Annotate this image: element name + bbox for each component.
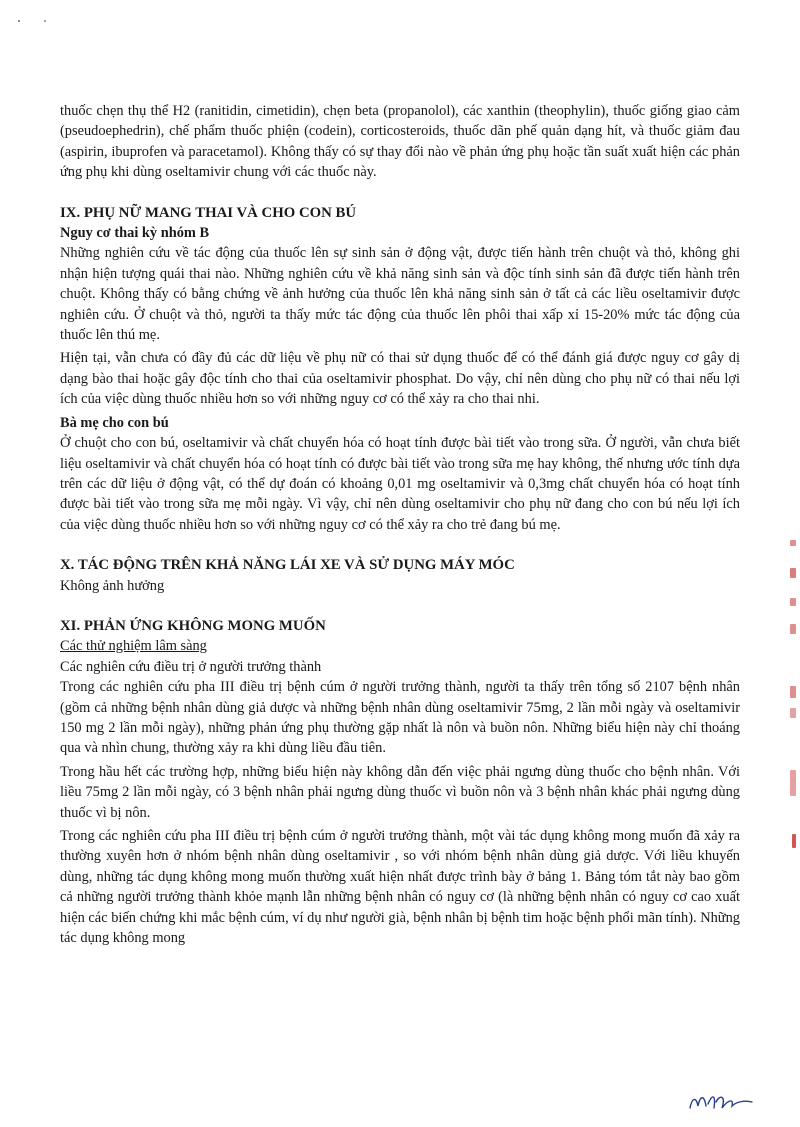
section-ix-title: IX. PHỤ NỮ MANG THAI VÀ CHO CON BÚ — [60, 204, 357, 221]
section-x-title: X. TÁC ĐỘNG TRÊN KHẢ NĂNG LÁI XE VÀ SỬ DỤNG MÁY MÓC — [60, 557, 515, 574]
clinical-trials-heading: Các thử nghiệm lâm sàng — [60, 638, 207, 655]
intro-paragraph: thuốc chẹn thụ thể H2 (ranitidin, cimetidin), chẹn beta (propanolol), các xanthin (theophylin), thuốc giống giao cảm (pseudoephedrin), chế phẩm thuốc phiện (codein), corticosteroids, thuốc dãn phế quản dạng hít, và thuốc giảm đau (aspirin, ibuprofen và paracetamol). Không thấy có sự thay đổi nào về phản ứng phụ hoặc tần suất xuất hiện các phản ứng phụ khi dùng oseltamivir chung với các thuốc này. — [60, 103, 740, 181]
section-xi-title: XI. PHẢN ỨNG KHÔNG MONG MUỐN — [60, 617, 326, 634]
signature-icon — [686, 1090, 756, 1114]
pregnancy-heading: Nguy cơ thai kỳ nhóm B — [60, 225, 210, 242]
document-page — [60, 101, 740, 948]
adverse-paragraph-1: Trong các nghiên cứu pha III điều trị bệnh cúm ở người trưởng thành, người ta thấy trên tổng số 2107 bệnh nhân (gồm cả những bệnh nhân dùng giả dược và những bệnh nhân dùng oseltamivir 75mg, 2 lần mỗi ngày và oseltamivir 150 mg 2 lần mỗi ngày), những phản ứng phụ thường gặp nhất là nôn và buồn nôn. Những biểu hiện này chỉ thoáng qua và nhìn chung, thường xảy ra khi dùng liều đầu tiên. — [60, 679, 740, 757]
section-x-body: Không ảnh hưởng — [60, 577, 165, 594]
edge-stamp-mark — [790, 686, 796, 698]
edge-stamp-mark — [790, 708, 796, 718]
adult-studies-heading: Các nghiên cứu điều trị ở người trưởng thành — [60, 658, 322, 675]
adverse-paragraph-2: Trong hầu hết các trường hợp, những biểu hiện này không dẫn đến việc phải ngưng dùng thuốc cho bệnh nhân. Với liều 75mg 2 lần mỗi ngày, có 3 bệnh nhân phải ngưng dùng thuốc vì buồn nôn và 3 bệnh nhân khác phải ngưng dùng thuốc vì bị nôn. — [60, 763, 740, 821]
edge-stamp-mark — [792, 834, 796, 848]
edge-stamp-mark — [790, 598, 796, 606]
lactation-heading: Bà mẹ cho con bú — [60, 414, 169, 431]
edge-stamp-mark — [790, 624, 796, 634]
lactation-paragraph: Ở chuột cho con bú, oseltamivir và chất chuyển hóa có hoạt tính được bài tiết vào trong sữa. Ở người, vẫn chưa biết liệu oseltamivir và chất chuyển hóa có hoạt tính có được bài tiết vào trong sữa mẹ hay không, thế nhưng ước tính dựa trên các dữ liệu ở động vật, có thể dự đoán có khoảng 0,01 mg oseltamivir và 0,3mg chất chuyển hóa có hoạt tính được bài tiết vào trong sữa mẹ mỗi ngày. Vì vậy, chỉ nên dùng oseltamivir cho phụ nữ đang cho con bú nếu lợi ích của việc dùng thuốc nhiều hơn so với những nguy cơ có thể xảy ra cho trẻ đang bú mẹ. — [60, 435, 740, 533]
scan-dot — [18, 20, 20, 22]
pregnancy-paragraph-2: Hiện tại, vẫn chưa có đầy đủ các dữ liệu về phụ nữ có thai sử dụng thuốc để có thể đánh giá được nguy cơ gây dị dạng bào thai hoặc gây độc tính cho thai của oseltamivir phosphat. Do vậy, chỉ nên dùng cho phụ nữ có thai nếu lợi ích của việc dùng thuốc nhiều hơn so với những nguy cơ có thể xảy ra cho thai nhi. — [60, 350, 740, 408]
edge-stamp-mark — [790, 568, 796, 578]
adverse-paragraph-3: Trong các nghiên cứu pha III điều trị bệnh cúm ở người trưởng thành, một vài tác dụng không mong muốn đã xảy ra thường xuyên hơn ở nhóm bệnh nhân dùng oseltamivir , so với nhóm bệnh nhân dùng giả dược. Với liều khuyến dùng, những tác dụng không mong muốn thường xuất hiện nhất được trình bày ở bảng 1. Bảng tóm tắt này bao gồm cả những người trưởng thành khỏe mạnh lẫn những bệnh nhân có nguy cơ (là những bệnh nhân có nguy cơ cao xuất hiện các biến chứng khi mắc bệnh cúm, ví dụ như người già, bệnh nhân bị bệnh tim hoặc bệnh phổi mãn tính). Những tác dụng không mong — [60, 828, 740, 947]
edge-stamp-mark — [790, 770, 796, 796]
edge-stamp-mark — [790, 540, 796, 546]
pregnancy-paragraph-1: Những nghiên cứu về tác động của thuốc lên sự sinh sản ở động vật, được tiến hành trên chuột và thỏ, không ghi nhận hiện tượng quái thai nào. Những nghiên cứu về khả năng sinh sản và độc tính sinh sản đã được tiến hành trên chuột. Không thấy có bằng chứng về ảnh hưởng của thuốc lên khả năng sinh sản ở tất cả các liều oseltamivir được nghiên cứu. Ở chuột và thỏ, người ta thấy mức tác động của thuốc lên phôi thai xấp xỉ 15-20% mức tác động của thuốc lên thú mẹ. — [60, 245, 740, 344]
scan-dot — [44, 20, 46, 22]
